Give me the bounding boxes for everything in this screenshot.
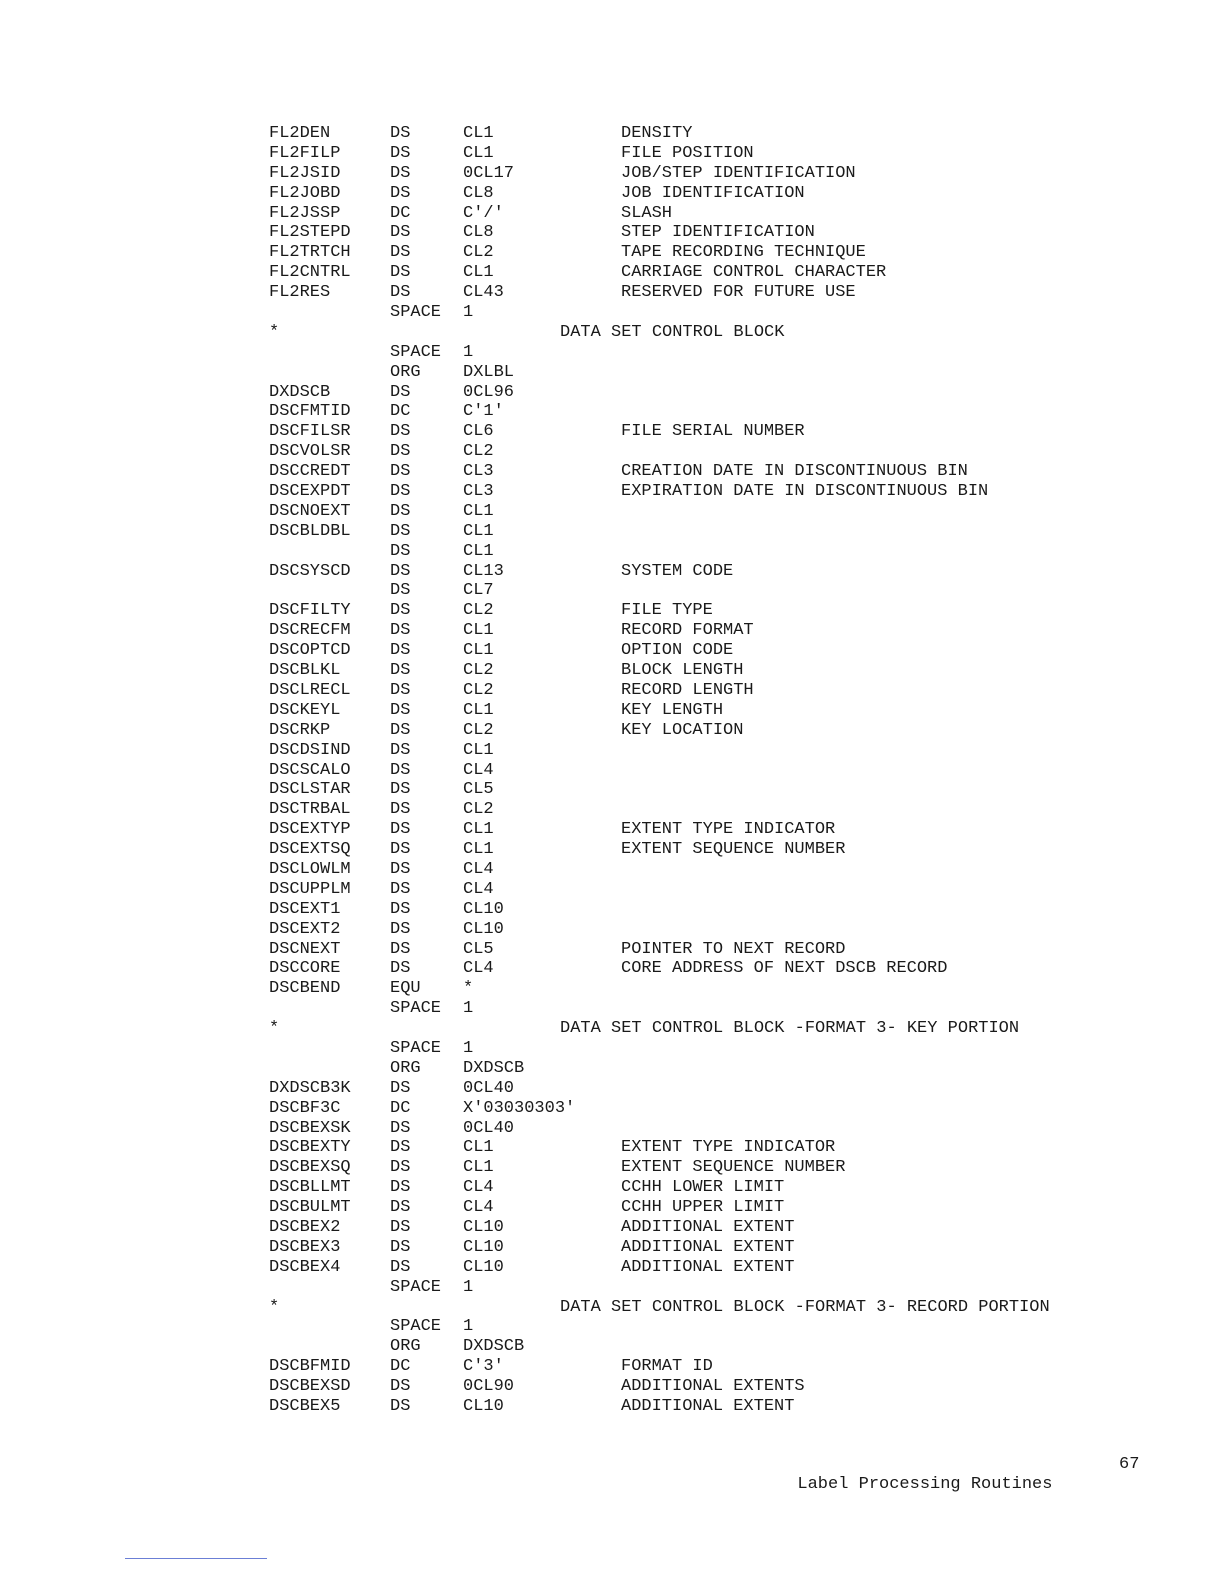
operand: 1 xyxy=(463,1038,474,1058)
field-label: DSCCORE xyxy=(269,959,341,979)
opcode: DS xyxy=(390,541,411,561)
opcode: DS xyxy=(390,720,411,740)
code-line xyxy=(0,780,1224,800)
operand: CL2 xyxy=(463,680,494,700)
field-label: DSCBF3C xyxy=(269,1098,341,1118)
field-label: DSCFILSR xyxy=(269,422,351,442)
field-comment: CARRIAGE CONTROL CHARACTER xyxy=(621,263,887,283)
opcode: DS xyxy=(390,939,411,959)
operand: CL43 xyxy=(463,283,504,303)
operand: CL4 xyxy=(463,859,494,879)
code-line xyxy=(0,721,1224,741)
field-label: DSCBEND xyxy=(269,979,341,999)
field-comment: EXTENT TYPE INDICATOR xyxy=(621,820,836,840)
code-line xyxy=(0,303,1224,323)
field-comment: KEY LENGTH xyxy=(621,700,724,720)
assembler-listing xyxy=(0,124,1224,1417)
operand: CL7 xyxy=(463,581,494,601)
opcode: DC xyxy=(390,1098,411,1118)
code-line xyxy=(0,1039,1224,1059)
field-comment: STEP IDENTIFICATION xyxy=(621,223,815,243)
operand: CL10 xyxy=(463,1397,504,1416)
opcode: DS xyxy=(390,1237,411,1257)
field-label: DSCEXPDT xyxy=(269,482,351,502)
opcode: DS xyxy=(390,740,411,760)
operand: CL1 xyxy=(463,143,494,163)
code-line xyxy=(0,243,1224,263)
section-header-row xyxy=(0,1019,1224,1039)
operand: CL1 xyxy=(463,621,494,641)
opcode: DS xyxy=(390,1078,411,1098)
code-line xyxy=(0,661,1224,681)
field-label: DSCBEXSQ xyxy=(269,1158,351,1178)
code-line xyxy=(0,900,1224,920)
opcode: DS xyxy=(390,1178,411,1198)
operand: CL4 xyxy=(463,1198,494,1218)
code-line xyxy=(0,1079,1224,1099)
field-comment: ADDITIONAL EXTENT xyxy=(621,1257,795,1277)
opcode: DS xyxy=(390,1118,411,1138)
opcode: DS xyxy=(390,163,411,183)
operand: CL8 xyxy=(463,183,494,203)
operand: CL1 xyxy=(463,740,494,760)
section-header-row xyxy=(0,1298,1224,1318)
field-label: DSCLOWLM xyxy=(269,859,351,879)
opcode: DS xyxy=(390,183,411,203)
field-comment: EXPIRATION DATE IN DISCONTINUOUS BIN xyxy=(621,482,989,502)
operand: CL1 xyxy=(463,1158,494,1178)
field-label: DSCLRECL xyxy=(269,680,351,700)
opcode: DS xyxy=(390,1198,411,1218)
field-label: DSCBEX4 xyxy=(269,1257,341,1277)
field-label: DXDSCB xyxy=(269,382,331,402)
opcode: DS xyxy=(390,501,411,521)
field-comment: OPTION CODE xyxy=(621,641,734,661)
operand: CL10 xyxy=(463,919,504,939)
field-label: FL2JOBD xyxy=(269,183,341,203)
code-line xyxy=(0,383,1224,403)
field-comment: DENSITY xyxy=(621,124,693,143)
code-line xyxy=(0,601,1224,621)
opcode: DS xyxy=(390,442,411,462)
opcode: DS xyxy=(390,283,411,303)
opcode: DS xyxy=(390,561,411,581)
operand: DXDSCB xyxy=(463,1058,525,1078)
code-line xyxy=(0,1238,1224,1258)
field-comment: ADDITIONAL EXTENTS xyxy=(621,1377,805,1397)
section-header-row xyxy=(0,323,1224,343)
opcode: DS xyxy=(390,263,411,283)
code-line xyxy=(0,1278,1224,1298)
field-label: DSCVOLSR xyxy=(269,442,351,462)
operand: CL4 xyxy=(463,959,494,979)
code-line xyxy=(0,979,1224,999)
code-line xyxy=(0,1377,1224,1397)
code-line xyxy=(0,204,1224,224)
operand: CL4 xyxy=(463,879,494,899)
opcode: SPACE xyxy=(390,303,442,323)
code-line xyxy=(0,363,1224,383)
code-line xyxy=(0,462,1224,482)
opcode: DS xyxy=(390,760,411,780)
field-comment: JOB IDENTIFICATION xyxy=(621,183,805,203)
code-line xyxy=(0,442,1224,462)
operand: CL5 xyxy=(463,780,494,800)
operand: CL10 xyxy=(463,1237,504,1257)
operand: CL1 xyxy=(463,1138,494,1158)
field-comment: FILE TYPE xyxy=(621,601,713,621)
field-label: FL2CNTRL xyxy=(269,263,351,283)
opcode: DS xyxy=(390,1158,411,1178)
operand: CL4 xyxy=(463,760,494,780)
opcode: DS xyxy=(390,899,411,919)
code-line xyxy=(0,1099,1224,1119)
field-comment: RESERVED FOR FUTURE USE xyxy=(621,283,856,303)
operand: 1 xyxy=(463,303,474,323)
opcode: SPACE xyxy=(390,1277,442,1297)
code-line xyxy=(0,820,1224,840)
field-label: DSCBLLMT xyxy=(269,1178,351,1198)
code-line xyxy=(0,1397,1224,1417)
code-line xyxy=(0,164,1224,184)
opcode: DS xyxy=(390,680,411,700)
code-line xyxy=(0,1357,1224,1377)
opcode: DS xyxy=(390,143,411,163)
field-label: DSCEXTSQ xyxy=(269,840,351,860)
code-line xyxy=(0,263,1224,283)
opcode: ORG xyxy=(390,1337,421,1357)
opcode: DS xyxy=(390,462,411,482)
opcode: DS xyxy=(390,1377,411,1397)
code-line xyxy=(0,1059,1224,1079)
opcode: DS xyxy=(390,800,411,820)
operand: CL1 xyxy=(463,521,494,541)
opcode: SPACE xyxy=(390,1317,442,1337)
operand: CL10 xyxy=(463,1217,504,1237)
code-line xyxy=(0,880,1224,900)
field-label: DSCBEX2 xyxy=(269,1217,341,1237)
section-title: DATA SET CONTROL BLOCK -FORMAT 3- KEY PORTION xyxy=(560,1019,1020,1039)
operand: CL1 xyxy=(463,501,494,521)
opcode: DS xyxy=(390,581,411,601)
operand: DXLBL xyxy=(463,362,515,382)
opcode: DS xyxy=(390,223,411,243)
code-line xyxy=(0,1138,1224,1158)
code-line xyxy=(0,860,1224,880)
opcode: DC xyxy=(390,203,411,223)
operand: CL2 xyxy=(463,800,494,820)
code-line xyxy=(0,144,1224,164)
opcode: DS xyxy=(390,243,411,263)
field-comment: EXTENT SEQUENCE NUMBER xyxy=(621,840,846,860)
field-comment: SLASH xyxy=(621,203,673,223)
operand: CL2 xyxy=(463,661,494,681)
operand: CL3 xyxy=(463,482,494,502)
opcode: DS xyxy=(390,959,411,979)
operand: CL1 xyxy=(463,820,494,840)
operand: CL5 xyxy=(463,939,494,959)
operand: CL6 xyxy=(463,422,494,442)
operand: 0CL96 xyxy=(463,382,515,402)
operand: CL3 xyxy=(463,462,494,482)
field-comment: BLOCK LENGTH xyxy=(621,661,744,681)
operand: C'3' xyxy=(463,1357,504,1377)
code-line xyxy=(0,1119,1224,1139)
field-label: DSCBFMID xyxy=(269,1357,351,1377)
field-comment: POINTER TO NEXT RECORD xyxy=(621,939,846,959)
comment-star: * xyxy=(269,1297,280,1317)
field-comment: EXTENT SEQUENCE NUMBER xyxy=(621,1158,846,1178)
operand: CL1 xyxy=(463,124,494,143)
code-line xyxy=(0,920,1224,940)
opcode: DS xyxy=(390,820,411,840)
opcode: DS xyxy=(390,601,411,621)
opcode: DS xyxy=(390,621,411,641)
opcode: DC xyxy=(390,402,411,422)
opcode: DS xyxy=(390,1138,411,1158)
code-line xyxy=(0,562,1224,582)
code-line xyxy=(0,681,1224,701)
code-line xyxy=(0,800,1224,820)
field-label: DSCNEXT xyxy=(269,939,341,959)
opcode: DS xyxy=(390,482,411,502)
opcode: DS xyxy=(390,859,411,879)
operand: CL1 xyxy=(463,263,494,283)
code-line xyxy=(0,184,1224,204)
scan-edge-line xyxy=(125,1558,267,1559)
field-label: DSCTRBAL xyxy=(269,800,351,820)
opcode: DS xyxy=(390,879,411,899)
opcode: DS xyxy=(390,780,411,800)
code-line xyxy=(0,343,1224,363)
opcode: EQU xyxy=(390,979,421,999)
code-line xyxy=(0,761,1224,781)
comment-star: * xyxy=(269,322,280,342)
field-comment: CCHH UPPER LIMIT xyxy=(621,1198,785,1218)
field-label: FL2TRTCH xyxy=(269,243,351,263)
operand: CL1 xyxy=(463,700,494,720)
field-comment: RECORD LENGTH xyxy=(621,680,754,700)
field-label: DSCEXTYP xyxy=(269,820,351,840)
field-comment: FILE POSITION xyxy=(621,143,754,163)
field-comment: JOB/STEP IDENTIFICATION xyxy=(621,163,856,183)
operand: 1 xyxy=(463,999,474,1019)
field-label: FL2RES xyxy=(269,283,331,303)
field-comment: TAPE RECORDING TECHNIQUE xyxy=(621,243,866,263)
operand: X'03030303' xyxy=(463,1098,576,1118)
field-label: DSCNOEXT xyxy=(269,501,351,521)
code-line xyxy=(0,402,1224,422)
field-comment: EXTENT TYPE INDICATOR xyxy=(621,1138,836,1158)
opcode: DS xyxy=(390,1257,411,1277)
operand: CL4 xyxy=(463,1178,494,1198)
comment-star: * xyxy=(269,1019,280,1039)
code-line xyxy=(0,124,1224,144)
operand: 1 xyxy=(463,342,474,362)
opcode: DS xyxy=(390,700,411,720)
code-line xyxy=(0,1337,1224,1357)
field-label: DSCBULMT xyxy=(269,1198,351,1218)
field-comment: KEY LOCATION xyxy=(621,720,744,740)
footer-section-title: Label Processing Routines xyxy=(797,1475,1053,1494)
field-label: DSCBEXSK xyxy=(269,1118,351,1138)
field-label: FL2JSID xyxy=(269,163,341,183)
section-title: DATA SET CONTROL BLOCK xyxy=(560,322,785,342)
code-line xyxy=(0,701,1224,721)
operand: 0CL40 xyxy=(463,1078,515,1098)
opcode: SPACE xyxy=(390,1038,442,1058)
field-label: DSCBEX3 xyxy=(269,1237,341,1257)
field-label: DXDSCB3K xyxy=(269,1078,351,1098)
operand: CL13 xyxy=(463,561,504,581)
code-line xyxy=(0,542,1224,562)
opcode: SPACE xyxy=(390,342,442,362)
code-line xyxy=(0,741,1224,761)
code-line xyxy=(0,1158,1224,1178)
operand: 0CL17 xyxy=(463,163,515,183)
field-label: DSCRECFM xyxy=(269,621,351,641)
field-label: DSCSYSCD xyxy=(269,561,351,581)
field-label: FL2JSSP xyxy=(269,203,341,223)
field-label: DSCLSTAR xyxy=(269,780,351,800)
field-label: FL2FILP xyxy=(269,143,341,163)
operand: * xyxy=(463,979,474,999)
field-label: DSCEXT1 xyxy=(269,899,341,919)
field-comment: ADDITIONAL EXTENT xyxy=(621,1397,795,1416)
opcode: DS xyxy=(390,382,411,402)
operand: 1 xyxy=(463,1277,474,1297)
field-label: FL2STEPD xyxy=(269,223,351,243)
field-label: DSCBEXTY xyxy=(269,1138,351,1158)
operand: CL8 xyxy=(463,223,494,243)
code-line xyxy=(0,959,1224,979)
field-label: DSCOPTCD xyxy=(269,641,351,661)
code-line xyxy=(0,581,1224,601)
opcode: SPACE xyxy=(390,999,442,1019)
field-label: DSCDSIND xyxy=(269,740,351,760)
field-comment: CCHH LOWER LIMIT xyxy=(621,1178,785,1198)
field-label: DSCBLKL xyxy=(269,661,341,681)
code-line xyxy=(0,502,1224,522)
code-line xyxy=(0,999,1224,1019)
field-comment: CORE ADDRESS OF NEXT DSCB RECORD xyxy=(621,959,948,979)
operand: CL1 xyxy=(463,840,494,860)
opcode: DS xyxy=(390,661,411,681)
code-line xyxy=(0,621,1224,641)
operand: C'/' xyxy=(463,203,504,223)
page-number: 67 xyxy=(1119,1455,1140,1474)
field-label: DSCRKP xyxy=(269,720,331,740)
code-line xyxy=(0,1218,1224,1238)
operand: 1 xyxy=(463,1317,474,1337)
operand: CL2 xyxy=(463,601,494,621)
operand: C'1' xyxy=(463,402,504,422)
field-label: DSCSCALO xyxy=(269,760,351,780)
code-line xyxy=(0,1258,1224,1278)
opcode: DC xyxy=(390,1357,411,1377)
field-label: DSCFILTY xyxy=(269,601,351,621)
section-title: DATA SET CONTROL BLOCK -FORMAT 3- RECORD PORTION xyxy=(560,1297,1050,1317)
code-line xyxy=(0,1317,1224,1337)
operand: CL2 xyxy=(463,243,494,263)
field-comment: RECORD FORMAT xyxy=(621,621,754,641)
opcode: DS xyxy=(390,1397,411,1416)
field-label: DSCEXT2 xyxy=(269,919,341,939)
operand: 0CL40 xyxy=(463,1118,515,1138)
code-line xyxy=(0,1178,1224,1198)
code-line xyxy=(0,482,1224,502)
field-comment: ADDITIONAL EXTENT xyxy=(621,1237,795,1257)
field-label: FL2DEN xyxy=(269,124,331,143)
code-line xyxy=(0,840,1224,860)
operand: CL1 xyxy=(463,541,494,561)
field-comment: ADDITIONAL EXTENT xyxy=(621,1217,795,1237)
field-label: DSCKEYL xyxy=(269,700,341,720)
field-label: DSCBLDBL xyxy=(269,521,351,541)
field-comment: CREATION DATE IN DISCONTINUOUS BIN xyxy=(621,462,968,482)
code-line xyxy=(0,940,1224,960)
field-label: DSCBEXSD xyxy=(269,1377,351,1397)
opcode: DS xyxy=(390,521,411,541)
opcode: DS xyxy=(390,124,411,143)
opcode: DS xyxy=(390,840,411,860)
operand: CL2 xyxy=(463,442,494,462)
field-comment: SYSTEM CODE xyxy=(621,561,734,581)
field-label: DSCFMTID xyxy=(269,402,351,422)
opcode: DS xyxy=(390,641,411,661)
operand: DXDSCB xyxy=(463,1337,525,1357)
code-line xyxy=(0,283,1224,303)
field-comment: FORMAT ID xyxy=(621,1357,713,1377)
operand: CL10 xyxy=(463,1257,504,1277)
field-comment: FILE SERIAL NUMBER xyxy=(621,422,805,442)
opcode: DS xyxy=(390,1217,411,1237)
opcode: DS xyxy=(390,422,411,442)
operand: CL2 xyxy=(463,720,494,740)
page-footer xyxy=(777,1455,1140,1515)
code-line xyxy=(0,1198,1224,1218)
code-line xyxy=(0,223,1224,243)
field-label: DSCCREDT xyxy=(269,462,351,482)
operand: 0CL90 xyxy=(463,1377,515,1397)
operand: CL1 xyxy=(463,641,494,661)
code-line xyxy=(0,422,1224,442)
code-line xyxy=(0,641,1224,661)
field-label: DSCBEX5 xyxy=(269,1397,341,1416)
opcode: ORG xyxy=(390,1058,421,1078)
field-label: DSCUPPLM xyxy=(269,879,351,899)
opcode: DS xyxy=(390,919,411,939)
opcode: ORG xyxy=(390,362,421,382)
operand: CL10 xyxy=(463,899,504,919)
code-line xyxy=(0,522,1224,542)
